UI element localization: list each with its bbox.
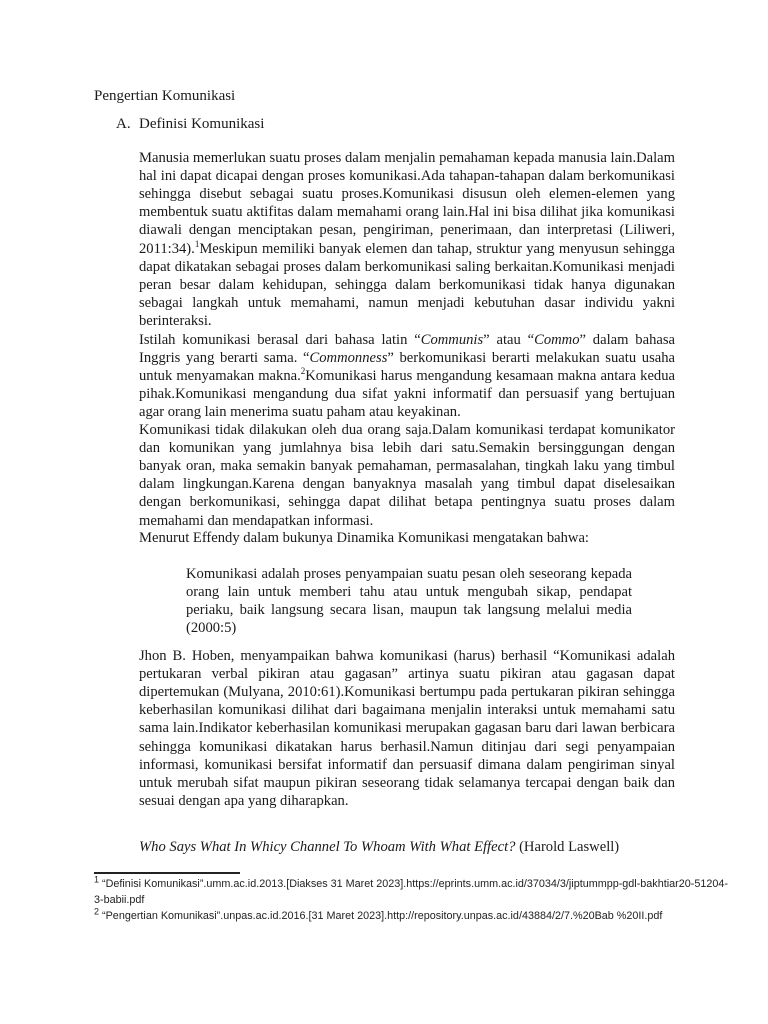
footnote-2 [94, 908, 734, 924]
footnote-ref-2: 2 [300, 366, 306, 377]
section-heading [116, 114, 264, 134]
paragraph-4: Menurut Effendy dalam bukunya Dinamika Komunikasi mengatakan bahwa: [139, 529, 589, 546]
footnote-2-number: 2 [94, 906, 100, 917]
footnote-ref-1: 1 [194, 238, 200, 249]
footnote-1-number: 1 [94, 874, 100, 885]
paragraph-3: Komunikasi tidak dilakukan oleh dua orang saja.Dalam komunikasi terdapat komunikator dan komunikan yang jumlahnya bisa lebih dari satu.Semakin bersinggungan dengan banyak oran, maka semakin banyak pemahaman, permasalahan, tingkah laku yang timbul dalam lingkungan.Karena dengan banyaknya masalah yang timbul dapat diselesaikan dengan berkomunikasi, sehingga dapat dilihat betapa pentingnya suatu proses dalam memahami dan mendapatkan informasi. [139, 421, 675, 529]
section-label: A. [116, 116, 131, 132]
footnote-separator [94, 872, 240, 874]
footnotes [94, 876, 734, 924]
laswell-formula: Who Says What In Whicy Channel To Whoam With What Effect? [139, 838, 516, 855]
paragraph-2-text-a: Istilah komunikasi berasal dari bahasa latin “ [139, 331, 421, 348]
paragraph-2 [139, 331, 675, 422]
term-commo: Commo [534, 331, 580, 348]
section-title: Definisi Komunikasi [139, 116, 265, 132]
page-title: Pengertian Komunikasi [94, 88, 236, 104]
footnote-2-text: “Pengertian Komunikasi”.unpas.ac.id.2016.[31 Maret 2023].http://repository.unpas.ac.id/43884/2/7.%20Bab %20II.pdf [99, 910, 663, 922]
laswell-attribution: (Harold Laswell) [515, 838, 620, 855]
paragraph-2-text-b: ” atau “ [483, 331, 535, 348]
term-communis: Communis [420, 331, 484, 348]
footnote-1 [94, 876, 734, 908]
block-quote: Komunikasi adalah proses penyampaian suatu pesan oleh seseorang kepada orang lain untuk memberi tahu atau untuk mengubah sikap, pendapat periaku, baik langsung secara lisan, maupun tak langsung melalui media (2000:5) [186, 565, 632, 637]
paragraph-2-text-c: ” dalam bahasa Inggris yang berarti sama. “ [139, 331, 676, 366]
term-commonness: Commonness [309, 349, 388, 366]
paragraph-1-text-a: Manusia memerlukan suatu proses dalam menjalin pemahaman kepada manusia lain.Dalam hal ini dapat dicapai dengan proses komunikasi.Ada tahapan-tahapan dalam berkomunikasi sehingga disebut sebagai suatu proses.Komunikasi disusun oleh elemen-elemen yang membentuk suatu aktifitas dalam memahami orang lain.Hal ini bisa dilihat jika komunikasi diawali dengan menciptakan pesan, pengiriman, penerimaan, dan interpretasi (Liliweri, 2011:34). [139, 149, 675, 257]
footnote-1-text: “Definisi Komunikasi”.umm.ac.id.2013.[Diakses 31 Maret 2023].https://eprints.umm.ac.id/37034/3/jiptummpp-gdl-bakhtiar20-51204-3-babii.pdf [94, 878, 728, 906]
paragraph-1-text-b: Meskipun memiliki banyak elemen dan tahap, struktur yang menyusun sehingga dapat dikatakan sebagai proses dalam berkomunikasi saling berkaitan.Komunikasi menjadi peran besar dalam kehidupan, sehingga dalam berkomunikasi tidak hanya digunakan sebagai langkah untuk memahami, namun menjadi kebutuhan dasar individu yakni berinteraksi. [139, 240, 675, 330]
paragraph-5: Jhon B. Hoben, menyampaikan bahwa komunikasi (harus) berhasil “Komunikasi adalah pertukaran verbal pikiran atau gagasan” artinya suatu pikiran atau gagasan dapat dipertemukan (Mulyana, 2010:61).Komunikasi bertumpu pada pertukaran pikiran sehingga keberhasilan komunikasi dilihat dari bagaimana menjalin interaksi untuk memahami satu sama lain.Indikator keberhasilan komunikasi merupakan gagasan baru dari lawan berbicara sehingga komunikasi dikatakan harus berhasil.Namun ditinjau dari segi penyampaian informasi, komunikasi bersifat informatif dan persuasif dimana dalam pengiriman sinyal untuk merubah sifat maupun pikiran seseorang tidak selamanya tercapai dengan baik dan sesuai dengan apa yang diharapkan. [139, 647, 675, 810]
paragraph-6 [139, 838, 675, 856]
paragraph-2-text-d: ” berkomunikasi berarti melakukan suatu usaha untuk menyamakan makna. [139, 349, 675, 384]
paragraph-2-text-e: Komunikasi harus mengandung kesamaan makna antara kedua pihak.Komunikasi mengandung dua sifat yakni informatif dan persuasif yang bertujuan agar orang lain menerima suatu paham atau keyakinan. [139, 368, 676, 421]
paragraph-1 [139, 149, 675, 331]
